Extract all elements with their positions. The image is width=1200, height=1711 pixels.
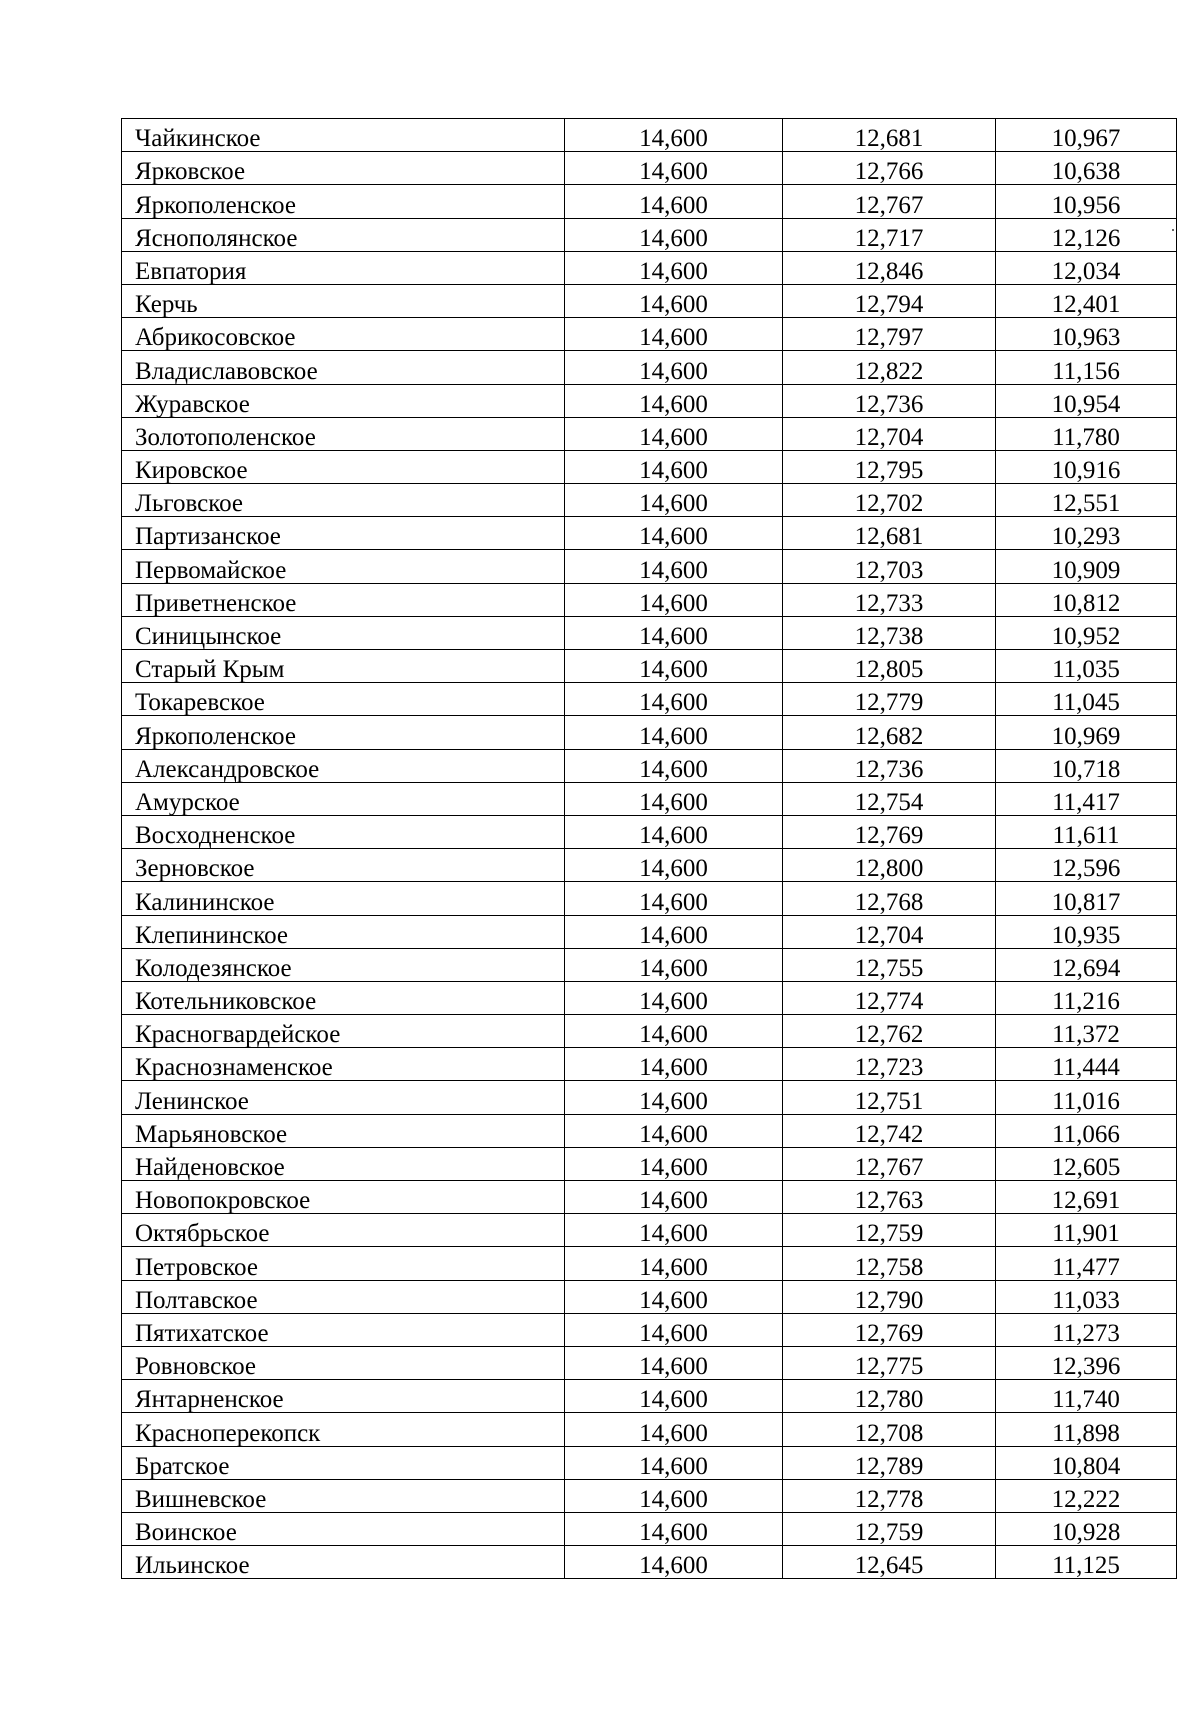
cell-value-3: 12,126 xyxy=(996,218,1177,251)
cell-value-2: 12,702 xyxy=(783,484,996,517)
cell-value-3: 12,605 xyxy=(996,1147,1177,1180)
cell-name: Партизанское xyxy=(122,517,565,550)
table-row xyxy=(122,1048,1177,1081)
cell-name: Калининское xyxy=(122,882,565,915)
cell-name: Вишневское xyxy=(122,1479,565,1512)
cell-value-3: 11,417 xyxy=(996,782,1177,815)
cell-value-2: 12,682 xyxy=(783,716,996,749)
cell-value-2: 12,681 xyxy=(783,517,996,550)
cell-value-1: 14,600 xyxy=(565,284,783,317)
cell-value-1: 14,600 xyxy=(565,218,783,251)
table-row xyxy=(122,550,1177,583)
cell-value-1: 14,600 xyxy=(565,351,783,384)
cell-value-1: 14,600 xyxy=(565,1015,783,1048)
cell-name: Котельниковское xyxy=(122,981,565,1014)
table-row xyxy=(122,1546,1177,1579)
cell-name: Пятихатское xyxy=(122,1313,565,1346)
table-row xyxy=(122,1015,1177,1048)
cell-value-2: 12,774 xyxy=(783,981,996,1014)
cell-name: Приветненское xyxy=(122,583,565,616)
cell-value-1: 14,600 xyxy=(565,1280,783,1313)
cell-value-1: 14,600 xyxy=(565,981,783,1014)
cell-name: Восходненское xyxy=(122,815,565,848)
cell-value-3: 11,372 xyxy=(996,1015,1177,1048)
cell-value-2: 12,723 xyxy=(783,1048,996,1081)
table-row xyxy=(122,1280,1177,1313)
cell-name: Абрикосовское xyxy=(122,318,565,351)
cell-value-2: 12,704 xyxy=(783,417,996,450)
table-row xyxy=(122,1446,1177,1479)
cell-value-3: 10,967 xyxy=(996,119,1177,152)
cell-value-2: 12,762 xyxy=(783,1015,996,1048)
table-row xyxy=(122,1181,1177,1214)
cell-value-3: 11,216 xyxy=(996,981,1177,1014)
cell-value-3: 10,952 xyxy=(996,616,1177,649)
cell-value-1: 14,600 xyxy=(565,119,783,152)
cell-value-1: 14,600 xyxy=(565,716,783,749)
table-row xyxy=(122,185,1177,218)
table-row xyxy=(122,1114,1177,1147)
cell-value-3: 11,035 xyxy=(996,650,1177,683)
cell-value-3: 10,928 xyxy=(996,1512,1177,1545)
cell-name: Красногвардейское xyxy=(122,1015,565,1048)
table-row xyxy=(122,152,1177,185)
table-row xyxy=(122,782,1177,815)
cell-value-3: 12,691 xyxy=(996,1181,1177,1214)
cell-value-2: 12,703 xyxy=(783,550,996,583)
cell-value-2: 12,822 xyxy=(783,351,996,384)
cell-value-2: 12,769 xyxy=(783,1313,996,1346)
cell-name: Яркополенское xyxy=(122,185,565,218)
cell-value-1: 14,600 xyxy=(565,251,783,284)
cell-value-3: 11,125 xyxy=(996,1546,1177,1579)
cell-value-1: 14,600 xyxy=(565,1479,783,1512)
cell-value-1: 14,600 xyxy=(565,616,783,649)
cell-value-1: 14,600 xyxy=(565,1081,783,1114)
cell-value-1: 14,600 xyxy=(565,384,783,417)
data-table xyxy=(121,118,1177,1579)
table-row xyxy=(122,517,1177,550)
cell-name: Новопокровское xyxy=(122,1181,565,1214)
cell-value-1: 14,600 xyxy=(565,550,783,583)
cell-value-2: 12,704 xyxy=(783,915,996,948)
table-body xyxy=(122,119,1177,1579)
cell-value-3: 10,812 xyxy=(996,583,1177,616)
table-row xyxy=(122,384,1177,417)
cell-value-1: 14,600 xyxy=(565,882,783,915)
table-row xyxy=(122,484,1177,517)
cell-value-1: 14,600 xyxy=(565,815,783,848)
cell-value-3: 10,817 xyxy=(996,882,1177,915)
cell-value-2: 12,795 xyxy=(783,450,996,483)
cell-value-1: 14,600 xyxy=(565,583,783,616)
cell-value-3: 12,034 xyxy=(996,251,1177,284)
cell-name: Евпатория xyxy=(122,251,565,284)
cell-value-3: 11,444 xyxy=(996,1048,1177,1081)
table-row xyxy=(122,251,1177,284)
cell-name: Яркополенское xyxy=(122,716,565,749)
cell-name: Октябрьское xyxy=(122,1214,565,1247)
cell-value-1: 14,600 xyxy=(565,417,783,450)
table-row xyxy=(122,1247,1177,1280)
table-row xyxy=(122,1313,1177,1346)
cell-value-1: 14,600 xyxy=(565,517,783,550)
cell-value-2: 12,708 xyxy=(783,1413,996,1446)
cell-value-1: 14,600 xyxy=(565,1313,783,1346)
table-row xyxy=(122,981,1177,1014)
cell-name: Найденовское xyxy=(122,1147,565,1180)
table-row xyxy=(122,1081,1177,1114)
cell-value-3: 12,396 xyxy=(996,1346,1177,1379)
cell-value-3: 10,969 xyxy=(996,716,1177,749)
cell-value-3: 11,740 xyxy=(996,1380,1177,1413)
cell-name: Кировское xyxy=(122,450,565,483)
cell-value-3: 11,066 xyxy=(996,1114,1177,1147)
cell-value-1: 14,600 xyxy=(565,1512,783,1545)
table-row xyxy=(122,1413,1177,1446)
cell-value-1: 14,600 xyxy=(565,318,783,351)
cell-value-1: 14,600 xyxy=(565,683,783,716)
cell-value-1: 14,600 xyxy=(565,1446,783,1479)
cell-value-3: 12,222 xyxy=(996,1479,1177,1512)
cell-value-2: 12,758 xyxy=(783,1247,996,1280)
cell-value-3: 10,804 xyxy=(996,1446,1177,1479)
cell-name: Братское xyxy=(122,1446,565,1479)
cell-name: Золотополенское xyxy=(122,417,565,450)
cell-value-2: 12,767 xyxy=(783,1147,996,1180)
cell-value-2: 12,805 xyxy=(783,650,996,683)
table-row xyxy=(122,218,1177,251)
cell-value-2: 12,767 xyxy=(783,185,996,218)
cell-value-1: 14,600 xyxy=(565,1114,783,1147)
table-row xyxy=(122,284,1177,317)
cell-value-2: 12,789 xyxy=(783,1446,996,1479)
cell-value-3: 11,477 xyxy=(996,1247,1177,1280)
table-row xyxy=(122,1380,1177,1413)
cell-value-2: 12,769 xyxy=(783,815,996,848)
cell-value-2: 12,733 xyxy=(783,583,996,616)
cell-value-2: 12,751 xyxy=(783,1081,996,1114)
cell-value-3: 10,956 xyxy=(996,185,1177,218)
cell-name: Колодезянское xyxy=(122,948,565,981)
table-row xyxy=(122,583,1177,616)
cell-value-2: 12,645 xyxy=(783,1546,996,1579)
cell-name: Яснополянское xyxy=(122,218,565,251)
table-row xyxy=(122,1479,1177,1512)
cell-name: Янтарненское xyxy=(122,1380,565,1413)
cell-value-2: 12,736 xyxy=(783,384,996,417)
table-row xyxy=(122,915,1177,948)
cell-name: Синицынское xyxy=(122,616,565,649)
cell-value-2: 12,768 xyxy=(783,882,996,915)
cell-value-1: 14,600 xyxy=(565,1147,783,1180)
cell-value-3: 10,916 xyxy=(996,450,1177,483)
cell-value-3: 12,694 xyxy=(996,948,1177,981)
table-row xyxy=(122,450,1177,483)
table-row xyxy=(122,318,1177,351)
cell-name: Александровское xyxy=(122,749,565,782)
table-row xyxy=(122,417,1177,450)
cell-name: Первомайское xyxy=(122,550,565,583)
cell-value-2: 12,759 xyxy=(783,1214,996,1247)
cell-name: Льговское xyxy=(122,484,565,517)
table-row xyxy=(122,351,1177,384)
cell-value-3: 12,551 xyxy=(996,484,1177,517)
cell-value-3: 11,156 xyxy=(996,351,1177,384)
cell-value-1: 14,600 xyxy=(565,849,783,882)
cell-value-2: 12,755 xyxy=(783,948,996,981)
cell-value-3: 11,898 xyxy=(996,1413,1177,1446)
cell-value-1: 14,600 xyxy=(565,948,783,981)
table-row xyxy=(122,948,1177,981)
cell-name: Красноперекопск xyxy=(122,1413,565,1446)
cell-value-2: 12,846 xyxy=(783,251,996,284)
cell-name: Петровское xyxy=(122,1247,565,1280)
cell-value-3: 11,016 xyxy=(996,1081,1177,1114)
table-row xyxy=(122,882,1177,915)
cell-value-1: 14,600 xyxy=(565,650,783,683)
table-row xyxy=(122,683,1177,716)
cell-name: Ровновское xyxy=(122,1346,565,1379)
table-row xyxy=(122,616,1177,649)
cell-value-3: 11,045 xyxy=(996,683,1177,716)
cell-value-1: 14,600 xyxy=(565,915,783,948)
cell-value-3: 10,935 xyxy=(996,915,1177,948)
cell-name: Клепининское xyxy=(122,915,565,948)
cell-name: Ленинское xyxy=(122,1081,565,1114)
table-row xyxy=(122,119,1177,152)
cell-value-1: 14,600 xyxy=(565,152,783,185)
cell-value-2: 12,736 xyxy=(783,749,996,782)
cell-value-2: 12,800 xyxy=(783,849,996,882)
cell-value-3: 11,780 xyxy=(996,417,1177,450)
cell-name: Владиславовское xyxy=(122,351,565,384)
table-row xyxy=(122,849,1177,882)
cell-value-1: 14,600 xyxy=(565,1181,783,1214)
cell-value-3: 10,293 xyxy=(996,517,1177,550)
cell-value-2: 12,681 xyxy=(783,119,996,152)
cell-value-2: 12,738 xyxy=(783,616,996,649)
cell-name: Воинское xyxy=(122,1512,565,1545)
cell-name: Токаревское xyxy=(122,683,565,716)
table-row xyxy=(122,1147,1177,1180)
cell-value-1: 14,600 xyxy=(565,1247,783,1280)
cell-name: Чайкинское xyxy=(122,119,565,152)
cell-value-2: 12,766 xyxy=(783,152,996,185)
table-row xyxy=(122,1512,1177,1545)
cell-name: Амурское xyxy=(122,782,565,815)
cell-value-1: 14,600 xyxy=(565,782,783,815)
cell-value-1: 14,600 xyxy=(565,749,783,782)
cell-name: Ярковское xyxy=(122,152,565,185)
cell-name: Зерновское xyxy=(122,849,565,882)
cell-value-1: 14,600 xyxy=(565,1214,783,1247)
cell-value-3: 11,273 xyxy=(996,1313,1177,1346)
cell-value-1: 14,600 xyxy=(565,185,783,218)
cell-value-3: 10,909 xyxy=(996,550,1177,583)
cell-value-2: 12,794 xyxy=(783,284,996,317)
table-row xyxy=(122,650,1177,683)
table-row xyxy=(122,749,1177,782)
cell-value-2: 12,780 xyxy=(783,1380,996,1413)
cell-value-3: 11,033 xyxy=(996,1280,1177,1313)
table-row xyxy=(122,1346,1177,1379)
cell-value-1: 14,600 xyxy=(565,1380,783,1413)
cell-name: Краснознаменское xyxy=(122,1048,565,1081)
cell-value-3: 12,401 xyxy=(996,284,1177,317)
cell-value-2: 12,717 xyxy=(783,218,996,251)
cell-name: Старый Крым xyxy=(122,650,565,683)
cell-value-2: 12,778 xyxy=(783,1479,996,1512)
cell-value-3: 12,596 xyxy=(996,849,1177,882)
cell-value-3: 10,963 xyxy=(996,318,1177,351)
cell-value-1: 14,600 xyxy=(565,1546,783,1579)
cell-value-1: 14,600 xyxy=(565,1413,783,1446)
cell-value-1: 14,600 xyxy=(565,1048,783,1081)
cell-name: Журавское xyxy=(122,384,565,417)
cell-value-3: 10,718 xyxy=(996,749,1177,782)
cell-value-2: 12,797 xyxy=(783,318,996,351)
table-row xyxy=(122,815,1177,848)
cell-value-1: 14,600 xyxy=(565,450,783,483)
cell-value-2: 12,742 xyxy=(783,1114,996,1147)
cell-value-3: 10,954 xyxy=(996,384,1177,417)
cell-value-1: 14,600 xyxy=(565,1346,783,1379)
cell-value-2: 12,763 xyxy=(783,1181,996,1214)
cell-value-2: 12,754 xyxy=(783,782,996,815)
cell-name: Марьяновское xyxy=(122,1114,565,1147)
cell-name: Ильинское xyxy=(122,1546,565,1579)
cell-value-3: 11,901 xyxy=(996,1214,1177,1247)
cell-value-2: 12,775 xyxy=(783,1346,996,1379)
cell-name: Полтавское xyxy=(122,1280,565,1313)
cell-value-2: 12,759 xyxy=(783,1512,996,1545)
cell-value-2: 12,790 xyxy=(783,1280,996,1313)
cell-value-2: 12,779 xyxy=(783,683,996,716)
cell-value-3: 11,611 xyxy=(996,815,1177,848)
cell-value-1: 14,600 xyxy=(565,484,783,517)
table-row xyxy=(122,716,1177,749)
table-row xyxy=(122,1214,1177,1247)
cell-value-3: 10,638 xyxy=(996,152,1177,185)
cell-name: Керчь xyxy=(122,284,565,317)
